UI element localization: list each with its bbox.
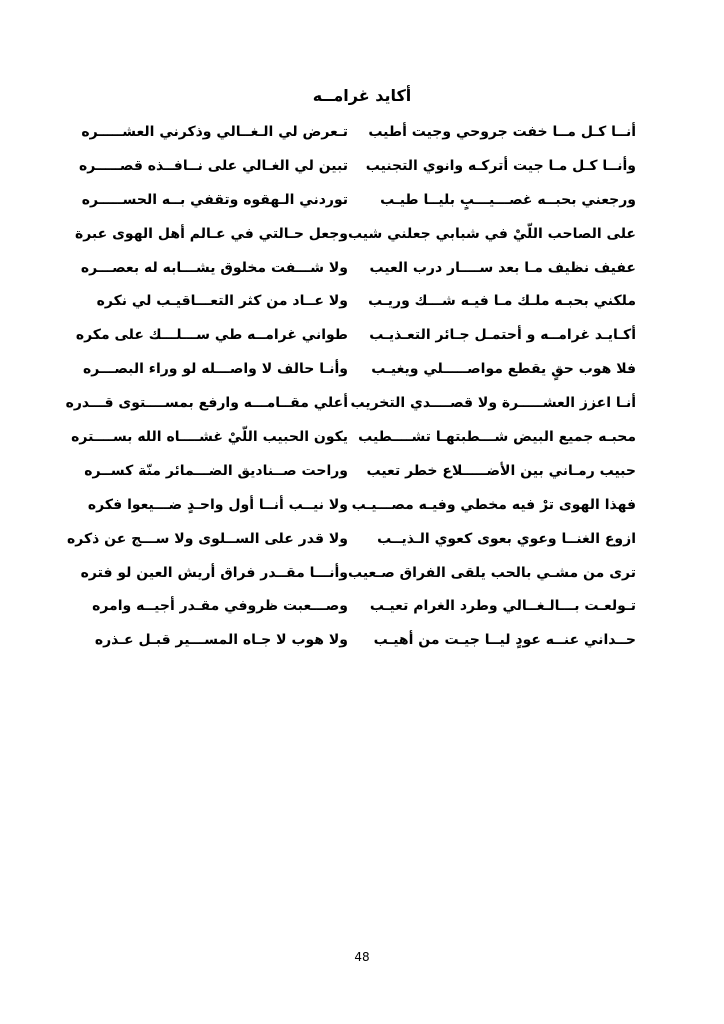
verse-second-hemistich: ولا شـــفت مخلوق يشـــابه له بعصـــره	[80, 259, 348, 276]
verse-row	[81, 122, 636, 156]
verse-second-hemistich: أعلي مقــامـــه وارفع بمســــتوى قـــدره	[65, 395, 348, 412]
verse-first-hemistich: ازوع الغنــا وعوي بعوى كعوي الـذيــب	[377, 530, 636, 547]
verse-row	[84, 461, 636, 495]
verse-row	[81, 190, 636, 224]
verse-row	[90, 596, 636, 630]
poem-title: أكايد غرامــه	[312, 86, 412, 105]
verse-second-hemistich: ولا نيــب أنــا أول واحـدٍ ضـــيعوا فكره	[87, 496, 348, 513]
verse-row	[74, 224, 636, 258]
verse-row	[75, 325, 636, 359]
verse-row	[83, 359, 636, 393]
verse-first-hemistich: على الصاحب اللّيْ في شبابي جعلني شيب	[347, 225, 636, 242]
verse-row	[79, 156, 636, 190]
verse-row	[90, 291, 636, 325]
verse-second-hemistich: توردني الـهقوه وتقفي بــه الحســـــره	[81, 191, 348, 208]
verse-second-hemistich: ولا قدر على الســلوى ولا ســـج عن ذكره	[67, 530, 348, 547]
verse-row	[67, 529, 636, 563]
verse-first-hemistich: أنــا كـل مــا خفت جروحي وجيت أطيب	[368, 124, 636, 140]
verse-row	[87, 495, 636, 529]
verse-second-hemistich: ولا عــاد من كثر التعـــاقيـب لي نكره	[96, 293, 348, 310]
verse-row	[80, 563, 636, 597]
verse-first-hemistich: حــداني عنــه عودٍ ليــا جيـت من أهيـب	[373, 632, 636, 649]
verse-first-hemistich: أنـا اعزز العشـــــرة ولا قصــــدي التخريب	[350, 395, 636, 412]
verse-first-hemistich: ترى من مشـي بالحب يلقى الفراق صـعيب	[348, 564, 636, 581]
verse-first-hemistich: ملكني بحبـه ملـك مـا فيـه شـــك وريـب	[368, 293, 636, 310]
verse-first-hemistich: عفيف نظيف مـا بعد ســــار درب العيب	[369, 259, 636, 276]
verse-second-hemistich: طواني غرامــه طي ســـلـــك على مكره	[75, 327, 348, 344]
verse-first-hemistich: فهذا الهوى ترْ فيه مخطي وفيـه مصـــيـب	[351, 496, 636, 513]
verse-row	[65, 393, 636, 427]
verse-second-hemistich: وجعل حـالتي في عـالم أهل الهوى عبرة	[74, 225, 348, 242]
verse-second-hemistich: وصـــعبت ظروفي مقـدر أجيــه وامره	[92, 598, 348, 615]
verse-second-hemistich: ولا هوب لا جـاه المســـير قبـل عـذره	[94, 632, 348, 649]
verse-row	[80, 258, 636, 292]
verse-second-hemistich: وأنـا حالف لا واصـــله لو وراء البصـــره	[83, 361, 348, 378]
verse-second-hemistich: تبين لي الغـالي على نــافــذه قصـــــره	[79, 157, 348, 174]
verse-first-hemistich: ورجعني بحبــه غصـــيـــبٍ بليــا طيـب	[380, 191, 636, 208]
verse-second-hemistich: وأنـــا مقــدر فراق أريش العين لو فتره	[80, 564, 348, 581]
verse-second-hemistich: تـعرض لي الـغــالي وذكرني العشـــــره	[81, 124, 348, 140]
verses-list	[65, 122, 636, 664]
verse-second-hemistich: يكون الحبيب اللّيْ غشــــاه الله بســــتره	[71, 429, 348, 446]
verse-row	[90, 630, 636, 664]
verse-first-hemistich: حبيب رمـاني بين الأضـــــلاع خطر تعيب	[366, 462, 636, 479]
verse-first-hemistich: محبـه جميع البيض شـــطبتهـا تشــــطيب	[358, 429, 636, 446]
verse-first-hemistich: أكـايـد غرامــه و أحتمـل جـائر التعـذيـب	[369, 327, 636, 344]
verse-first-hemistich: فلا هوب حقٍ يقطع مواصـــــلي ويغيـب	[371, 361, 636, 378]
verse-first-hemistich: وأنــا كـل مـا جيت أتركـه وانوي التجنيب	[365, 157, 636, 174]
page-number: 48	[354, 950, 370, 964]
verse-first-hemistich: تـولعـت بـــالـغــالي وطرد الغرام تعيـب	[369, 598, 636, 615]
verse-second-hemistich: وراحت صــناديق الضـــمائر منّة كســره	[84, 462, 348, 479]
verse-row	[71, 427, 636, 461]
